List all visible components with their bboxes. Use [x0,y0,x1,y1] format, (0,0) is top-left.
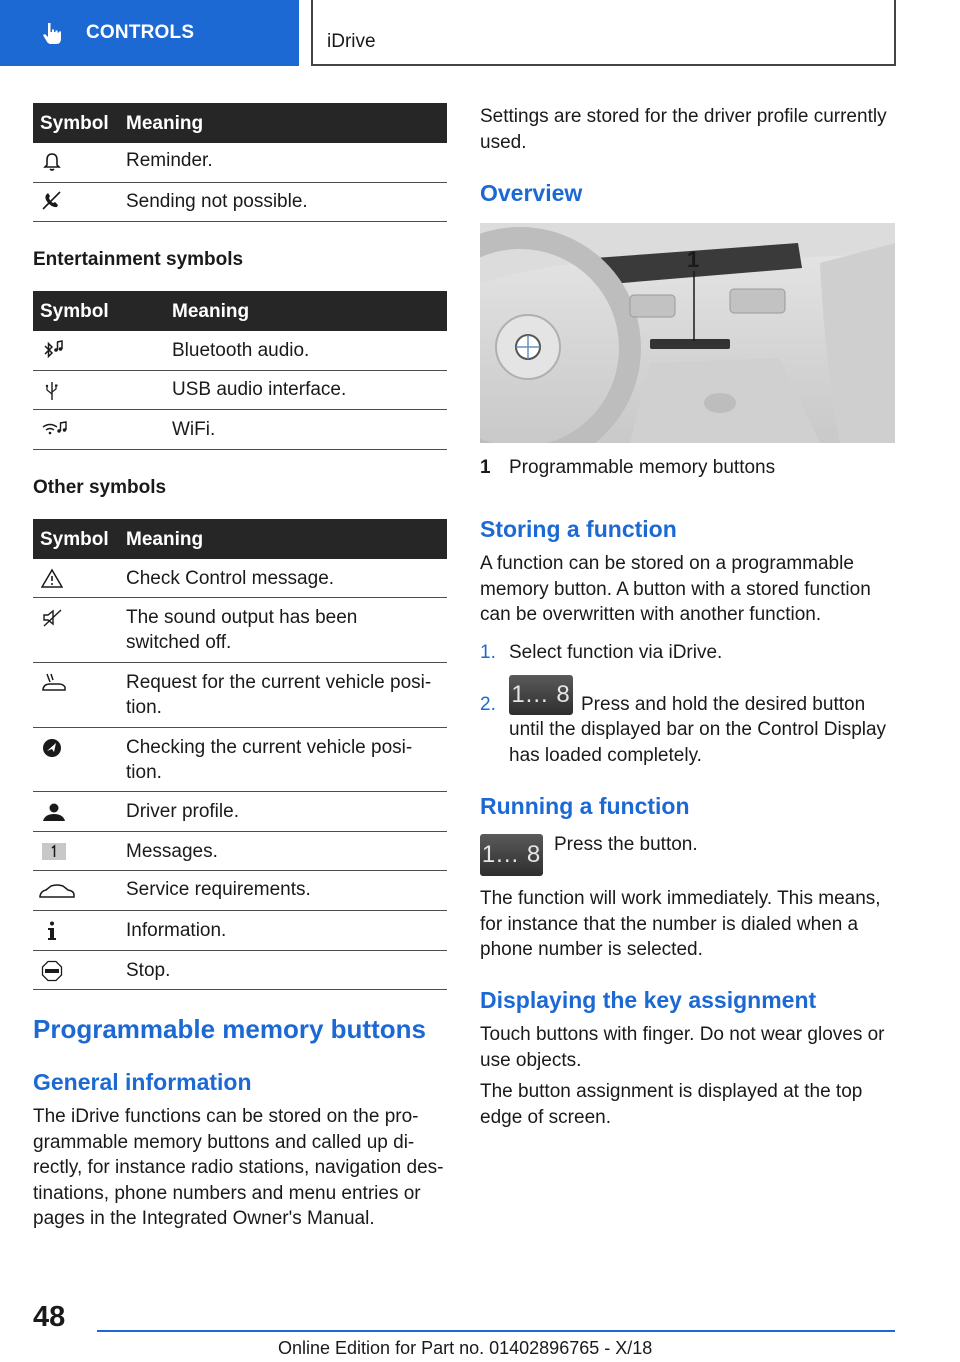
displaying-text [480,1022,885,1130]
table-row [33,663,447,728]
text-line: A function can be stored on a programmable [480,553,854,574]
bluetooth-audio-icon [41,340,63,362]
step-2-line-1: Press and hold the desired button [581,694,866,715]
meaning: USB audio interface. [172,379,347,400]
general-information-heading: General information [33,1069,252,1095]
text-line: has loaded completely. [509,744,702,766]
usb-icon [41,380,63,402]
other-table [33,519,447,990]
table-row [33,911,447,951]
table-row [33,183,447,222]
meaning-line-2: tion. [126,697,162,718]
other-heading: Other symbols [33,477,167,498]
displaying-heading: Displaying the key assignment [480,987,817,1013]
topic-header [311,0,896,66]
entertainment-heading: Entertainment symbols [33,249,244,270]
step-2-continued [509,717,886,768]
text-line: rectly, for instance radio stations, navigation des- [33,1157,444,1178]
text-line: The button assignment is displayed at the top [480,1081,863,1102]
caption-number: 1 [480,457,491,478]
text-line: can be overwritten with another function. [480,604,822,625]
intro-text [480,104,887,155]
step-1-number: 1. [480,642,496,663]
table-row [33,871,447,911]
meaning: Service requirements. [126,879,311,900]
symbols-table-1 [33,103,447,222]
warning-triangle-icon [41,568,63,590]
meaning-line-1: The sound output has been [126,607,358,628]
table-row [33,331,447,371]
info-icon [41,920,63,942]
topic-label: iDrive [327,31,376,52]
text-line: used. [480,131,527,153]
meaning: WiFi. [172,419,216,440]
messages-icon [41,841,67,863]
meaning: Stop. [126,960,171,981]
wifi-audio-icon [41,419,69,441]
meaning: Messages. [126,841,218,862]
col-meaning: Meaning [172,301,250,322]
text-line: phone number is selected. [480,939,703,960]
memory-button-image: 1... 8 [480,834,543,876]
table-row [33,951,447,990]
text-line: The iDrive functions can be stored on the pro- [33,1106,419,1127]
storing-heading: Storing a function [480,516,677,542]
text-line: Settings are stored for the driver profile currently [480,106,887,127]
table-header [33,291,447,331]
step-1-text: Select function via iDrive. [509,642,723,663]
col-meaning: Meaning [126,113,204,134]
text-line: Touch buttons with finger. Do not wear gloves or [480,1024,885,1045]
meaning: Information. [126,920,227,941]
driver-profile-icon [41,801,67,823]
vehicle-position-check-icon [41,737,63,759]
step-2-number: 2. [480,694,496,715]
running-text: Press the button. [554,834,698,855]
meaning-line-2: switched off. [126,632,232,653]
entertainment-table [33,291,447,450]
phone-crossed-icon [41,190,63,212]
speaker-off-icon [41,607,63,629]
section-label: CONTROLS [86,22,195,43]
text-line: until the displayed bar on the Control Display [509,719,887,740]
col-meaning: Meaning [126,529,204,550]
meaning-line-1: Request for the current vehicle posi- [126,672,432,693]
table-row [33,371,447,410]
col-symbol: Symbol [40,113,109,134]
table-row [33,143,447,183]
text-line: The function will work immediately. This means, [480,888,881,909]
memory-button-image: 1... 8 [509,675,573,715]
table-row [33,559,447,598]
dashboard-photo [480,223,895,443]
section-tab [0,0,299,66]
hand-pointer-icon [38,19,66,47]
text-line: grammable memory buttons and called up di- [33,1131,415,1153]
storing-text [480,551,871,628]
meaning: Driver profile. [126,801,239,822]
meaning-line-1: Checking the current vehicle posi- [126,737,413,758]
meaning: Sending not possible. [126,191,308,212]
table-row [33,410,447,450]
meaning-line-2: tion. [126,762,162,783]
running-heading: Running a function [480,793,690,819]
page-number: 48 [33,1301,66,1333]
text-line: edge of screen. [480,1106,611,1128]
table-header [33,103,447,143]
meaning: Reminder. [126,150,213,171]
car-service-icon [39,880,75,902]
text-line: pages in the Integrated Owner's Manual. [33,1208,375,1229]
bell-icon [41,151,63,173]
text-line: use objects. [480,1049,582,1071]
col-symbol: Symbol [40,301,109,322]
footer-rule [97,1330,895,1332]
running-description [480,886,881,963]
table-row [33,598,447,663]
callout-number: 1 [687,247,700,272]
text-line: memory button. A button with a stored function [480,578,871,600]
table-header [33,519,447,559]
text-line: tinations, phone numbers and menu entries or [33,1182,421,1204]
section-title: Programmable memory buttons [33,1014,426,1044]
col-symbol: Symbol [40,529,109,550]
overview-heading: Overview [480,180,583,206]
vehicle-position-request-icon [41,672,67,694]
stop-icon [41,960,63,982]
footer-edition: Online Edition for Part no. 01402896765 - X/18 [278,1338,653,1358]
meaning: Bluetooth audio. [172,340,310,361]
caption-text: Programmable memory buttons [509,457,776,478]
text-line: for instance that the number is dialed when a [480,913,859,935]
meaning: Check Control message. [126,568,335,589]
general-information-text [33,1104,443,1232]
table-row [33,792,447,832]
table-row [33,832,447,871]
table-row [33,728,447,792]
